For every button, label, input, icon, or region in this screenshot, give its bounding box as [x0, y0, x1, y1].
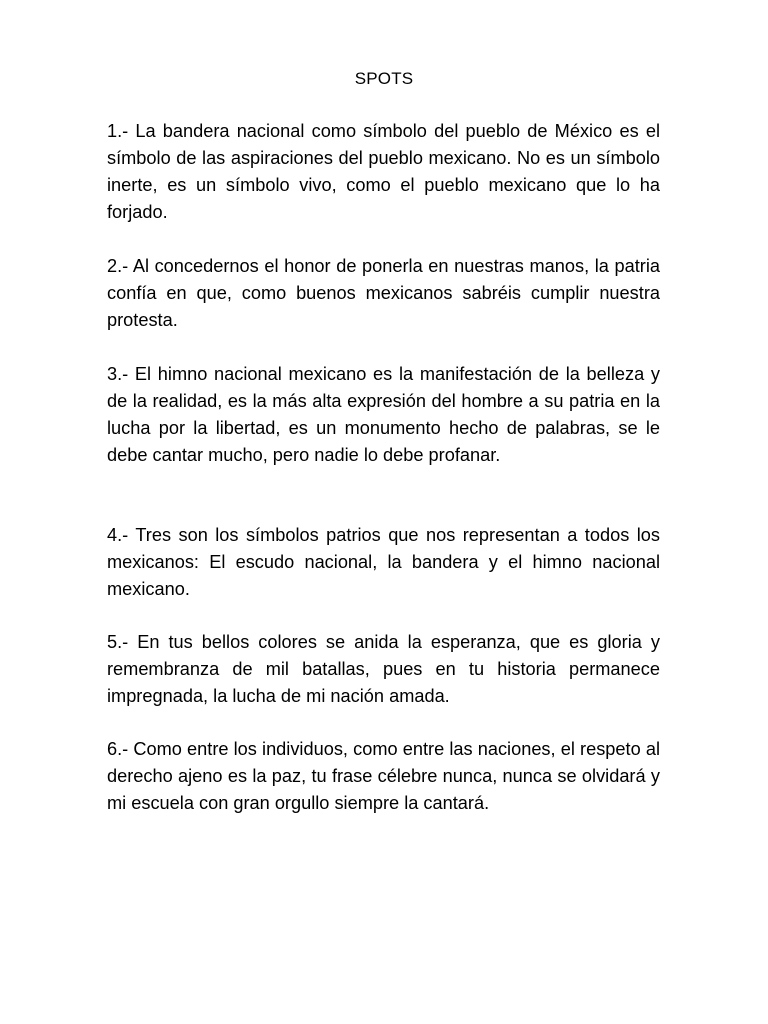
paragraph-3: 3.- El himno nacional mexicano es la manifestación de la belleza y de la realidad, es la más alta expresión del hombre a su patria en la lucha por la libertad, es un monumento hecho de palabras, se le debe cantar mucho, pero nadie lo debe profanar. — [107, 364, 660, 465]
paragraph-6: 6.- Como entre los individuos, como entre las naciones, el respeto al derecho ajeno es la paz, tu frase célebre nunca, nunca se olvidará y mi escuela con gran orgullo siempre la cantará. — [107, 739, 660, 813]
paragraph-4: 4.- Tres son los símbolos patrios que nos representan a todos los mexicanos: El escudo nacional, la bandera y el himno nacional mexicano. — [107, 525, 660, 599]
paragraph-5: 5.- En tus bellos colores se anida la esperanza, que es gloria y remembranza de mil batallas, pues en tu historia permanece impregnada, la lucha de mi nación amada. — [107, 632, 660, 706]
document-title: SPOTS — [354, 69, 414, 88]
paragraph-1: 1.- La bandera nacional como símbolo del pueblo de México es el símbolo de las aspiraciones del pueblo mexicano. No es un símbolo inerte, es un símbolo vivo, como el pueblo mexicano que lo ha forjado. — [107, 121, 660, 222]
paragraph-2: 2.- Al concedernos el honor de ponerla en nuestras manos, la patria confía en que, como buenos mexicanos sabréis cumplir nuestra protesta. — [107, 256, 660, 330]
